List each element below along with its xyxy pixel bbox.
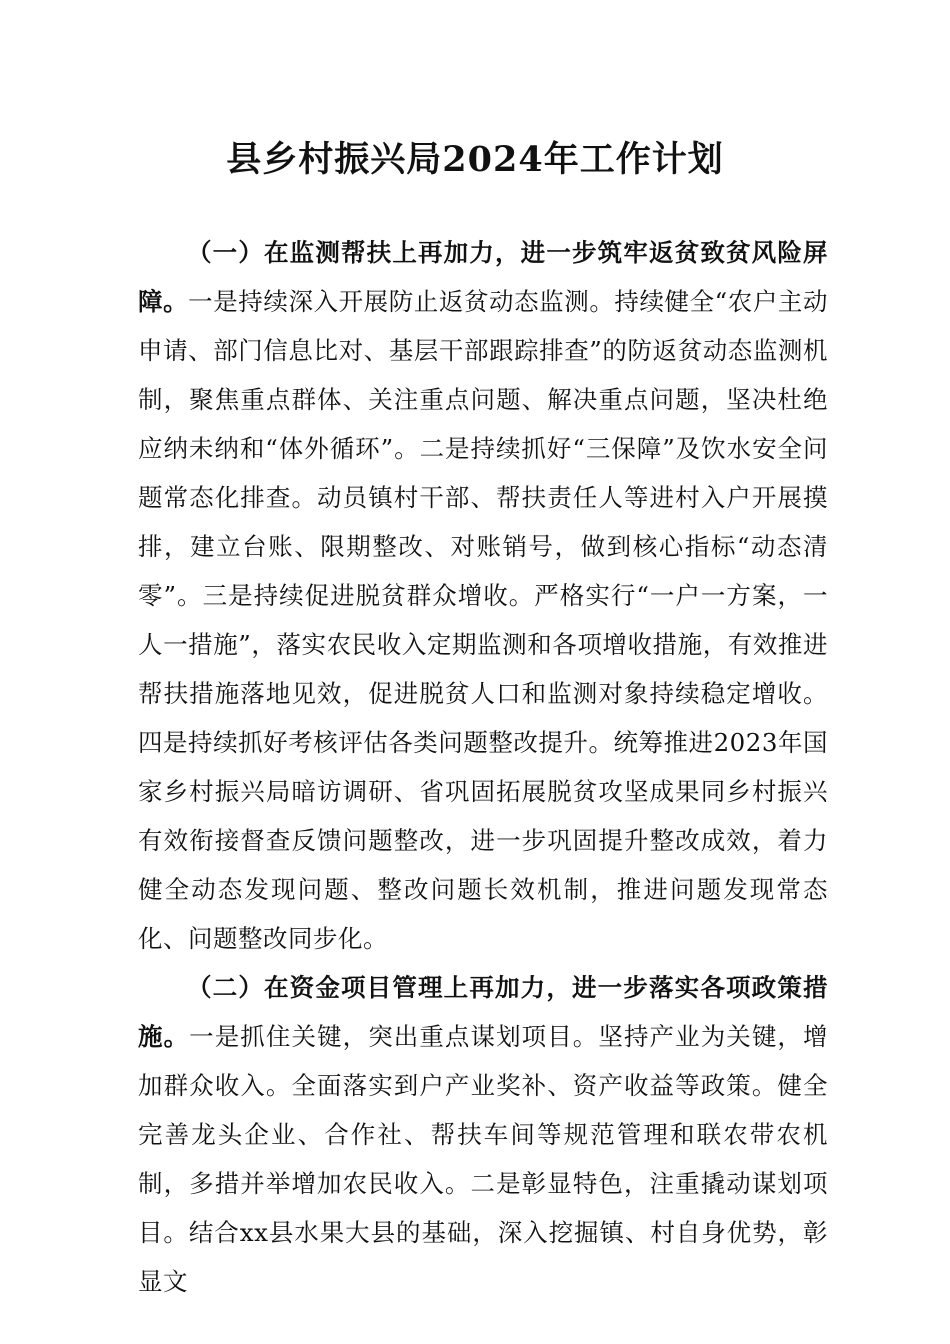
paragraph-2-heading: （二）在资金项目管理上再加力，进一步落实各项政策措施。 (138, 973, 828, 1051)
document-title: 县乡村振兴局2024年工作计划 (226, 139, 724, 180)
paragraph-1-text: 一是持续深入开展防止返贫动态监测。持续健全“农户主动申请、部门信息比对、基层干部跟踪排查”的防返贫动态监测机制，聚焦重点群体、关注重点问题、解决重点问题，坚决杜绝应纳未纳和“体外循环”。二是持续抓好“三保障”及饮水安全问题常态化排查。动员镇村干部、帮扶责任人等进村入户开展摸排，建立台账、限期整改、对账销号，做到核心指标“动态清零”。三是持续促进脱贫群众增收。严格实行“一户一方案，一人一措施”，落实农民收入定期监测和各项增收措施，有效推进帮扶措施落地见效，促进脱贫人口和监测对象持续稳定增收。四是持续抓好考核评估各类问题整改提升。统筹推进2023年国家乡村振兴局暗访调研、省巩固拓展脱贫攻坚成果同乡村振兴有效衔接督查反馈问题整改，进一步巩固提升整改成效，着力健全动态发现问题、整改问题长效机制，推进问题发现常态化、问题整改同步化。 (138, 287, 829, 953)
paragraph-1-heading: （一）在监测帮扶上再加力，进一步筑牢返贫致贫风险屏障。 (138, 238, 828, 316)
paragraph-2 (138, 963, 828, 1306)
document-body (138, 228, 828, 1306)
paragraph-1 (138, 228, 828, 963)
paragraph-2-text: 一是抓住关键，突出重点谋划项目。坚持产业为关键，增加群众收入。全面落实到户产业奖补、资产收益等政策。健全完善龙头企业、合作社、帮扶车间等规范管理和联农带农机制，多措并举增加农民收入。二是彰显特色，注重撬动谋划项目。结合xx县水果大县的基础，深入挖掘镇、村自身优势，彰显文 (138, 1022, 828, 1296)
